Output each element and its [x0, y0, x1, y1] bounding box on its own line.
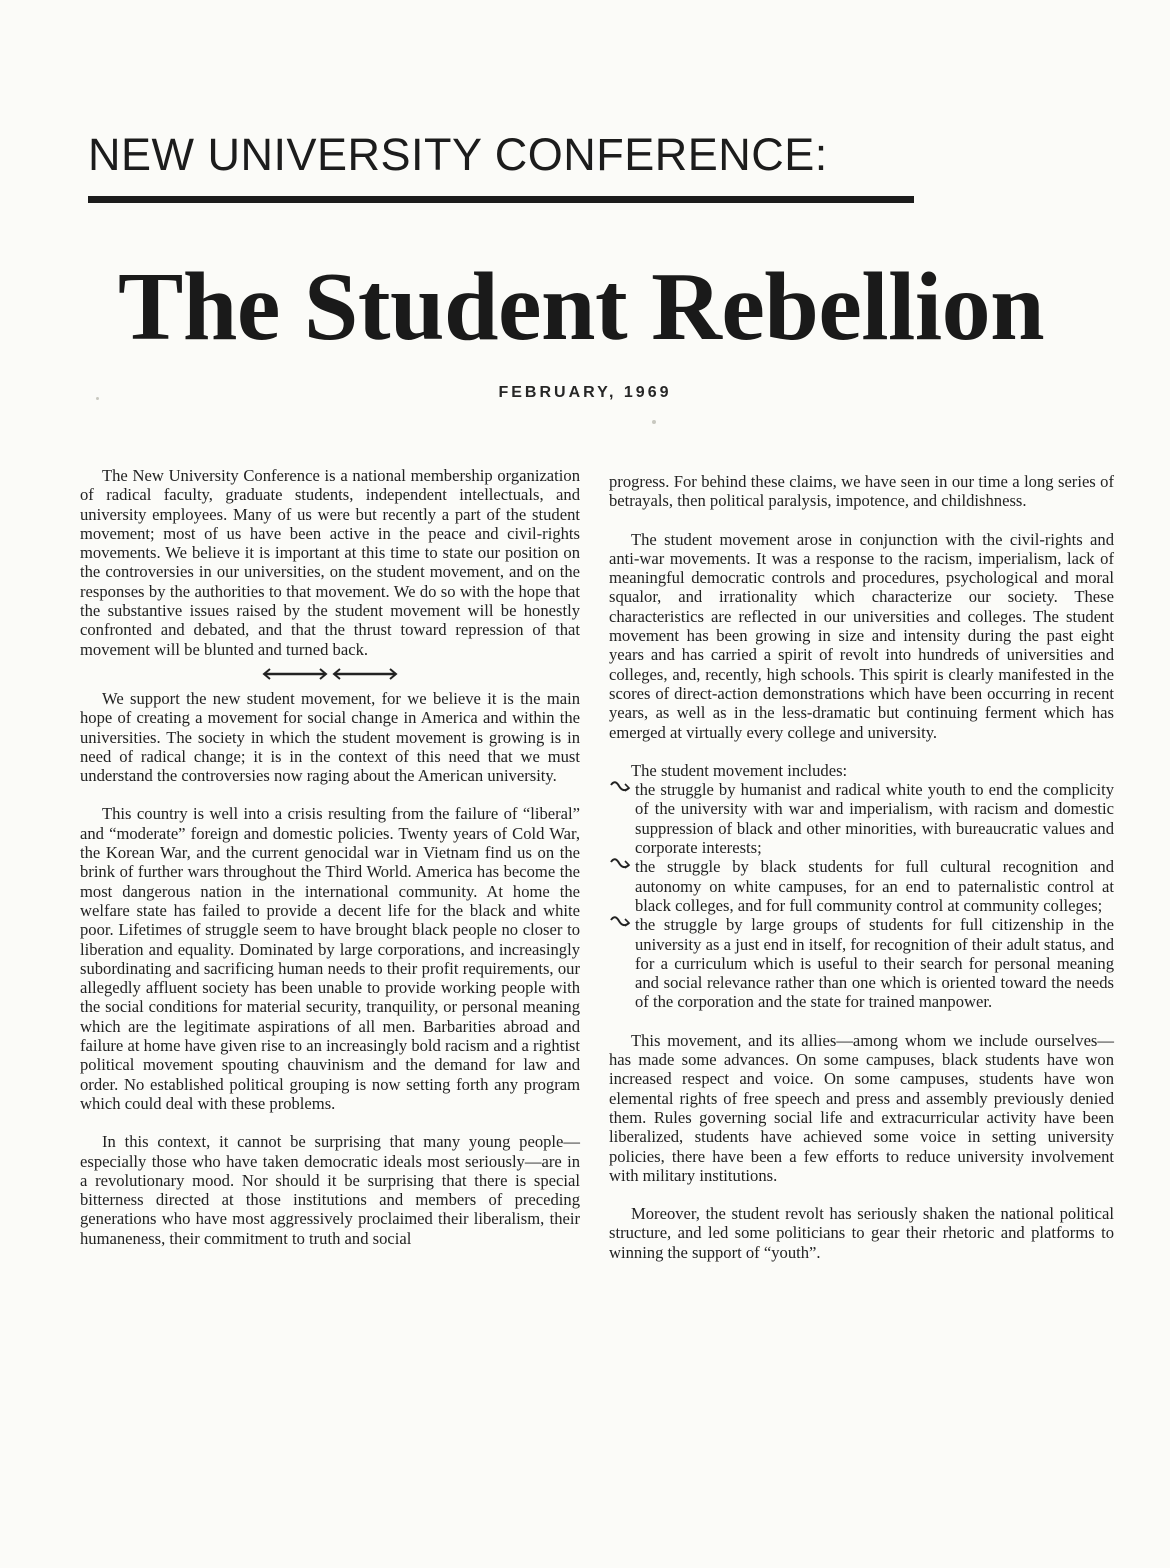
list-intro: The student movement includes: — [631, 760, 848, 780]
left-column — [80, 466, 580, 1248]
list-item: the struggle by large groups of students for full citizenship in the university as a just end in itself, for recognition of their adult status, and for a curriculum which is useful to their search for personal meaning and social relevance rather than one which is oriented toward the needs of the corporation and the state for trained manpower. — [609, 915, 1114, 1011]
paper-speck — [652, 420, 656, 424]
paragraph: This movement, and its allies—among whom we include ourselves—has made some advances. On some campuses, black students have won increased respect and voice. On some campuses, students have won elemental rights of free speech and press and assembly previously denied them. Rules governing social life and extracurricular activity have been liberalized, students have achieved some voice in setting university policies, there have been a few efforts to reduce university involvement with military institutions. — [609, 1030, 1114, 1185]
paragraph: progress. For behind these claims, we have seen in our time a long series of betrayals, then political paralysis, impotence, and childishness. — [609, 472, 1114, 511]
right-column — [609, 472, 1114, 1262]
list-item: the struggle by humanist and radical white youth to end the complicity of the university with war and imperialism, with racism and domestic suppression of black and other minorities, with bureaucratic values and corporate interests; — [609, 780, 1114, 857]
list-item: the struggle by black students for full cultural recognition and autonomy on white campuses, for an end to paternalistic control at black colleges, and for full community control at community colleges; — [609, 857, 1114, 915]
organization-title: NEW UNIVERSITY CONFERENCE: — [88, 129, 828, 180]
paragraph: The New University Conference is a national membership organization of radical faculty, graduate students, independent intellectuals, and university employees. Many of us were but recently a part of the student movement; most of us have been active in the peace and civil-rights movements. We believe it is important at this time to state our position on the controversies in our universities, on the student movement, and on the responses by the authorities to that movement. We do so with the hope that the substantive issues raised by the student movement will be honestly confronted and debated, and that the thrust toward repression of that movement will be blunted and turned back. — [80, 466, 580, 659]
tilde-bullet-icon — [609, 857, 631, 877]
publication-date: FEBRUARY, 1969 — [498, 384, 672, 401]
tilde-bullet-icon — [609, 780, 631, 800]
paper-speck — [96, 397, 99, 400]
title-underline — [88, 196, 914, 203]
main-title: The Student Rebellion — [118, 253, 1045, 361]
paragraph: This country is well into a crisis resulting from the failure of “liberal” and “moderate” foreign and domestic policies. Twenty years of Cold War, the Korean War, and the current genocidal war in Vietnam find us on the brink of further wars throughout the Third World. America has become the most dangerous nation in the international community. At home the welfare state has failed to provide a decent life for the black and white poor. Lifetimes of struggle seem to have brought black people no closer to liberation and equality. Dominated by large corporations, and increasingly subordinating and sacrificing human needs to their profit requirements, our allegedly affluent society has been unable to provide working people with the social conditions for material security, tranquility, or personal meaning which are the legitimate aspirations of all men. Barbarities abroad and failure at home have given rise to an increasingly bold racism and a rightist political movement spouting chauvinism and the demand for law and order. No established political grouping is now setting forth any program which could deal with these problems. — [80, 804, 580, 1113]
paragraph: We support the new student movement, for we believe it is the main hope of creating a movement for social change in America and within the universities. The society in which the student movement is growing is in need of radical change; it is in the context of this need that we must understand the controversies now raging about the American university. — [80, 688, 580, 786]
tilde-bullet-icon — [609, 915, 631, 935]
double-arrow-divider-icon — [80, 659, 580, 689]
paragraph: The student movement arose in conjunction with the civil-rights and anti-war movements. It was a response to the racism, imperialism, lack of meaningful democratic controls and procedures, psychological and moral squalor, and irrationality which characterize our society. These characteristics are reflected in our universities and colleges. The student movement has been growing in size and intensity during the past eight years and has carried a spirit of revolt into hundreds of universities and colleges, and, recently, high schools. This spirit is clearly manifested in the scores of direct-action demonstrations which have been occurring in recent years, as well as in the less-dramatic but continuing ferment which has emerged at virtually every college and university. — [609, 529, 1114, 742]
paragraph: Moreover, the student revolt has seriously shaken the national political structure, and led some politicians to gear their rhetoric and platforms to winning the support of “youth”. — [609, 1204, 1114, 1262]
paragraph: In this context, it cannot be surprising that many young people—especially those who have taken democratic ideals most seriously—are in a revolutionary mood. Nor should it be surprising that there is special bitterness directed at those institutions and members of preceding generations who have most aggressively proclaimed their liberalism, their humaneness, their commitment to truth and social — [80, 1132, 580, 1248]
